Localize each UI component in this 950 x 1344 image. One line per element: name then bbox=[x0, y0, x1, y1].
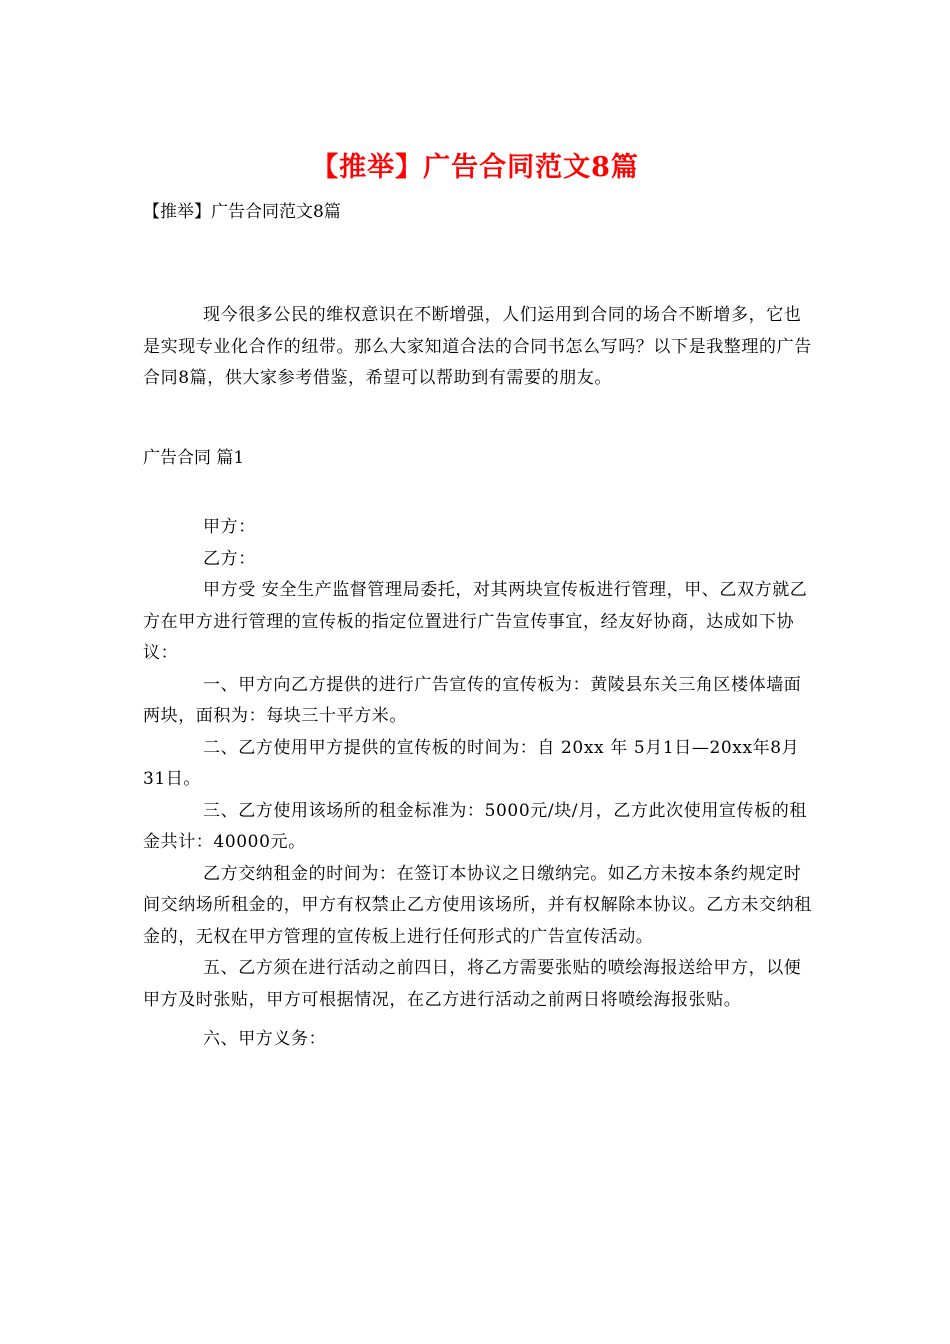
paragraph-preamble: 甲方受 安全生产监督管理局委托，对其两块宣传板进行管理，甲、乙双方就乙方在甲方进行管理的宣传板的指定位置进行广告宣传事宜，经友好协商，达成如下协议： bbox=[143, 580, 808, 663]
document-title: 【推举】广告合同范文8篇 bbox=[311, 152, 639, 183]
intro-text: 现今很多公民的维权意识在不断增强，人们运用到合同的场合不断增多，它也是实现专业化合作的纽带。那么大家知道合法的合同书怎么写吗？以下是我整理的广告合同8篇，供大家参考借鉴，希望可以帮助到有需要的朋友。 bbox=[143, 305, 812, 388]
document-subtitle: 【推举】广告合同范文8篇 bbox=[143, 202, 341, 222]
paragraph-clause-1: 一、甲方向乙方提供的进行广告宣传的宣传板为：黄陵县东关三角区楼体墙面两块，面积为：每块三十平方米。 bbox=[143, 674, 802, 726]
paragraph-clause-2: 二、乙方使用甲方提供的宣传板的时间为：自 20xx 年 5月1日—20xx年8月31日。 bbox=[143, 737, 800, 789]
paragraph-payment: 乙方交纳租金的时间为：在签订本协议之日缴纳完。如乙方未按本条约规定时间交纳场所租金的，甲方有权禁止乙方使用该场所，并有权解除本协议。乙方未交纳租金的，无权在甲方管理的宣传板上进行任何形式的广告宣传活动。 bbox=[143, 863, 812, 947]
paragraph-clause-3: 三、乙方使用该场所的租金标准为：5000元/块/月，乙方此次使用宣传板的租金共计：40000元。 bbox=[143, 800, 807, 852]
paragraph-clause-6: 六、甲方义务： bbox=[203, 1029, 327, 1049]
contract-body bbox=[143, 512, 813, 1056]
section-heading: 广告合同 篇1 bbox=[143, 448, 245, 468]
paragraph-party-b: 乙方： bbox=[203, 548, 256, 569]
intro-paragraph bbox=[143, 300, 813, 395]
paragraph-party-a: 甲方： bbox=[203, 517, 256, 537]
paragraph-clause-5: 五、乙方须在进行活动之前四日，将乙方需要张贴的喷绘海报送给甲方，以便甲方及时张贴，甲方可根据情况，在乙方进行活动之前两日将喷绘海报张贴。 bbox=[143, 958, 802, 1010]
